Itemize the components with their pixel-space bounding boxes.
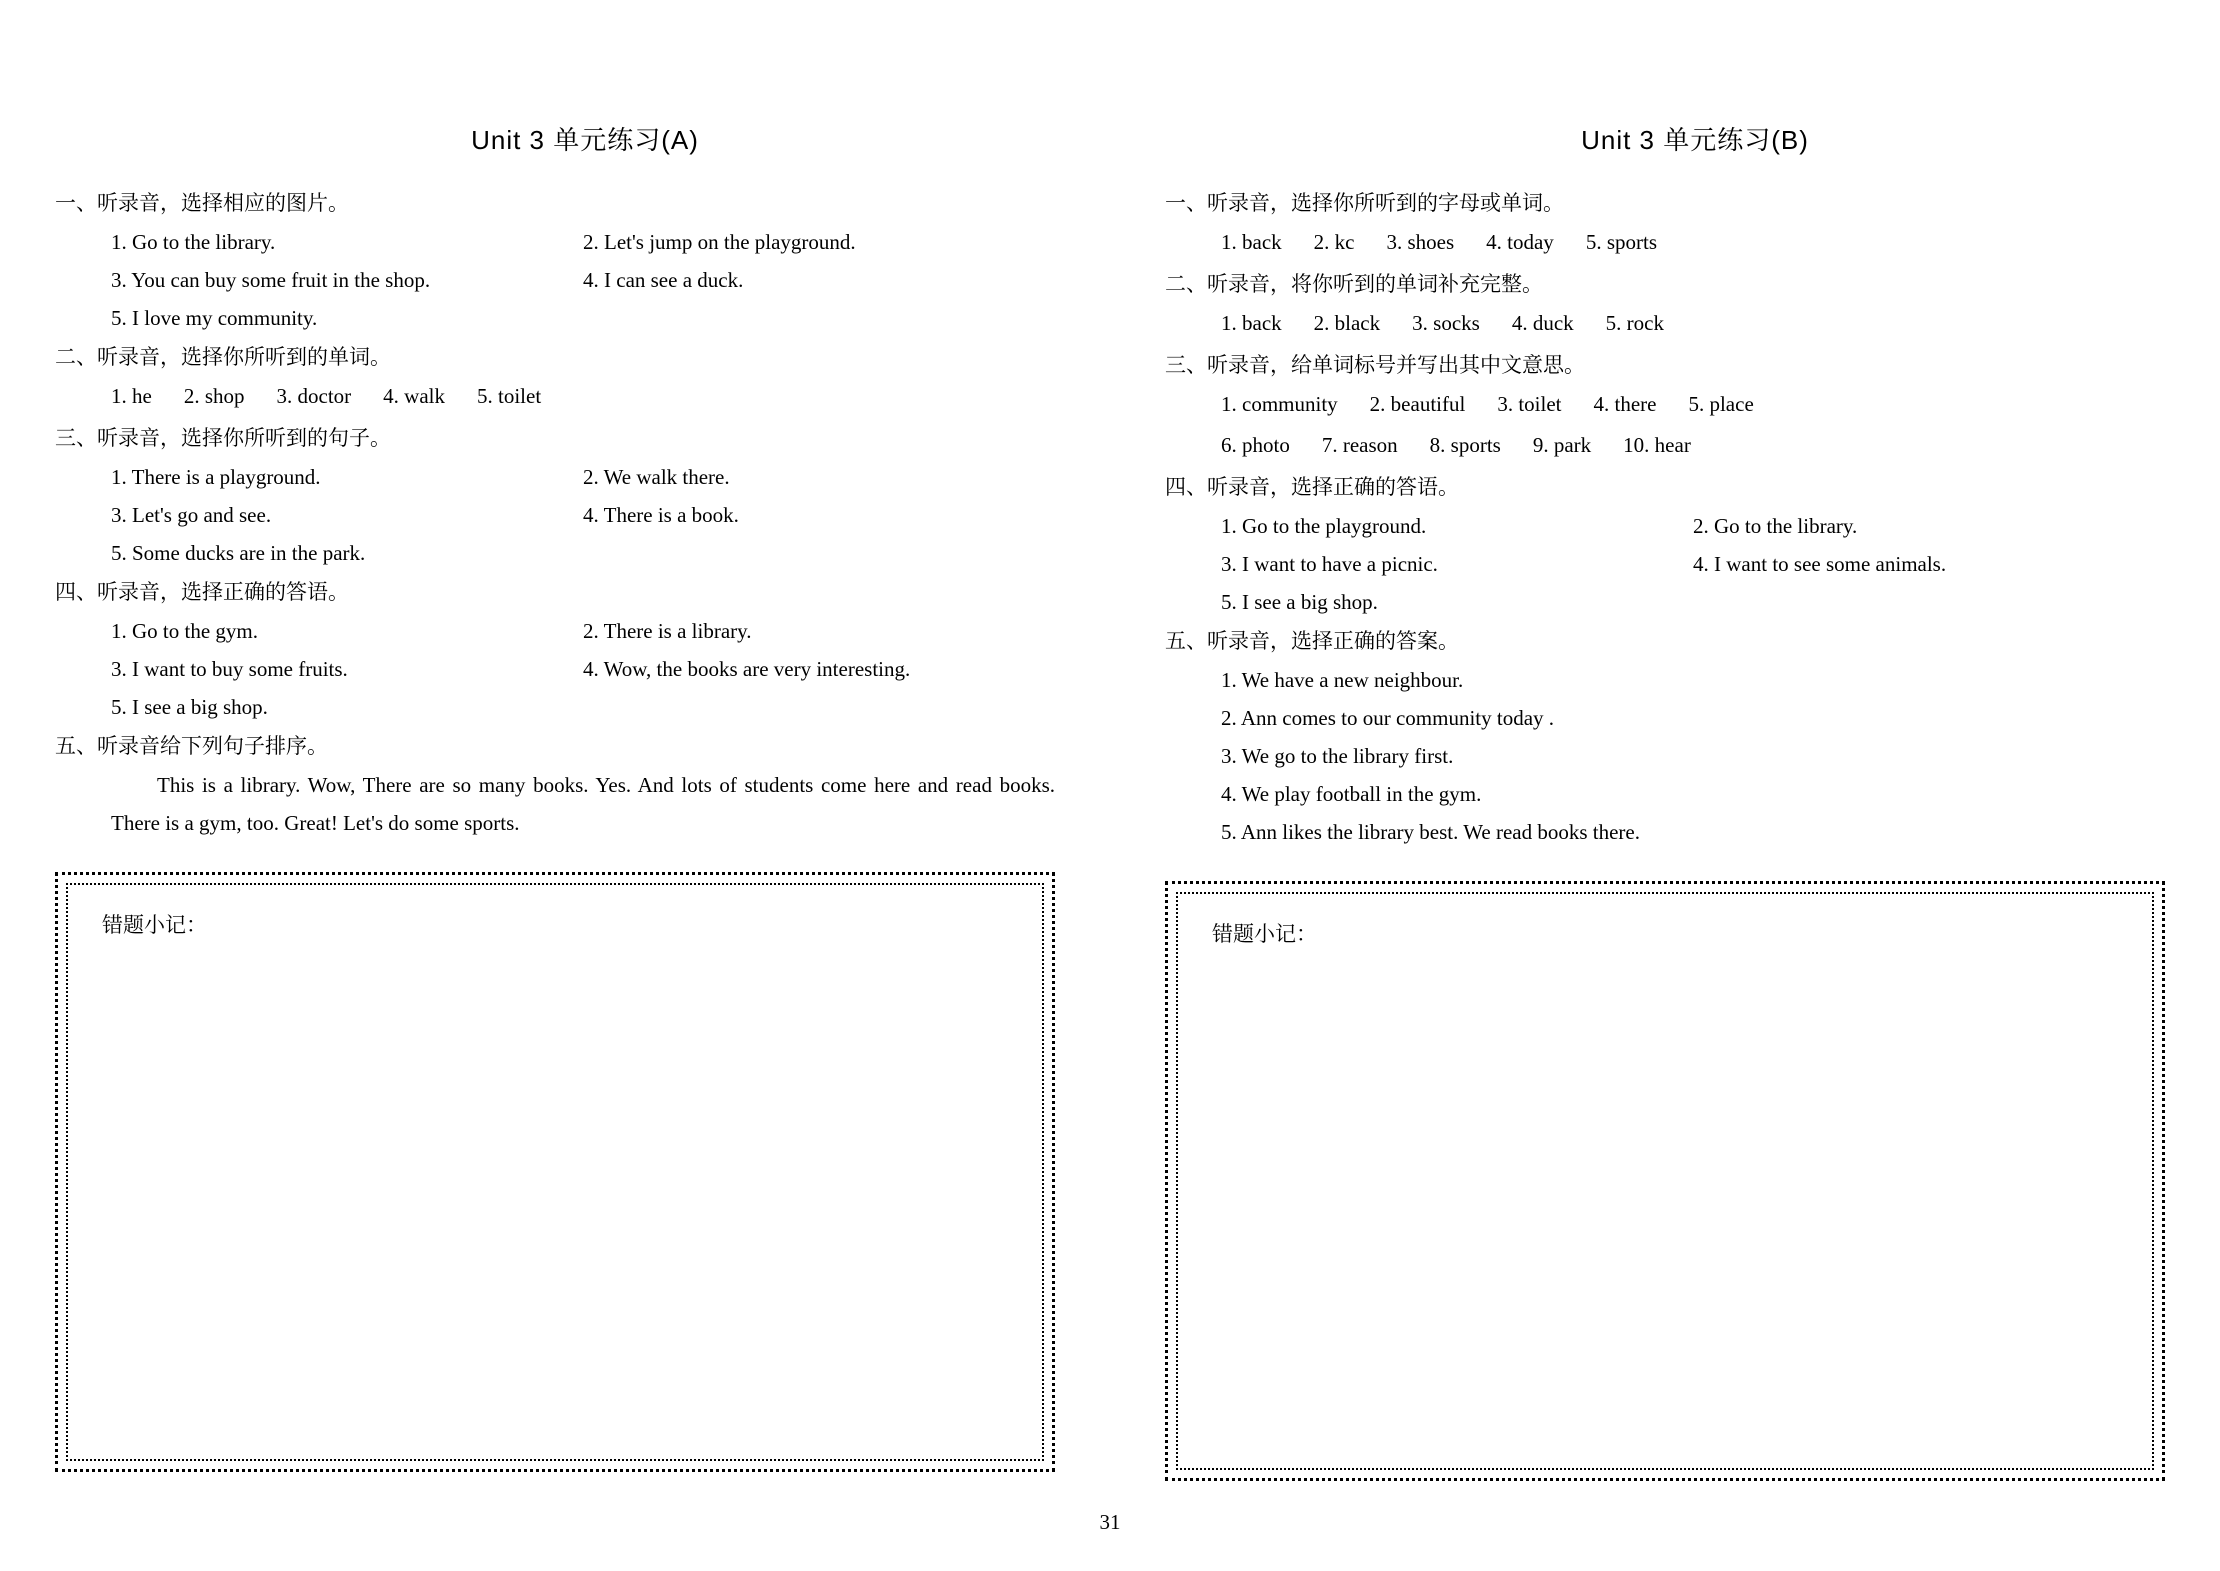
note-box-label: 错题小记：	[1212, 923, 1317, 946]
section-b-2-items	[1165, 304, 2165, 345]
note-box-b[interactable]	[1165, 881, 2165, 1481]
page-title-a: Unit 3 单元练习(A)	[471, 125, 699, 155]
section-a-1-heading: 一、听录音，选择相应的图片。	[55, 192, 349, 215]
word-item[interactable]: 1. he	[111, 384, 152, 408]
question-item[interactable]: 4. There is a book.	[583, 503, 739, 527]
word-item[interactable]: 5. sports	[1585, 230, 1657, 254]
section-a-1	[55, 185, 1055, 337]
section-a-5-heading: 五、听录音给下列句子排序。	[55, 735, 328, 758]
question-row	[111, 612, 1055, 650]
question-item[interactable]: 1. Go to the library.	[111, 230, 276, 254]
section-b-1-items	[1165, 223, 2165, 264]
section-b-1	[1165, 185, 2165, 264]
word-item[interactable]: 3. socks	[1412, 311, 1480, 335]
worksheet-column-b	[1165, 120, 2165, 1481]
paragraph-text[interactable]: This is a library. Wow, There are so many books. Yes. And lots of students come here and read books. There is a gym, too. Great! Let's do some sports.	[111, 773, 1055, 835]
page-number: 31	[1099, 1510, 1121, 1534]
word-item[interactable]: 9. park	[1532, 433, 1592, 457]
section-a-3-items	[55, 458, 1055, 572]
question-item[interactable]: 4. I want to see some animals.	[1693, 552, 1947, 576]
word-item[interactable]: 10. hear	[1623, 433, 1691, 457]
question-item[interactable]: 3. You can buy some fruit in the shop.	[111, 268, 431, 292]
word-row	[1221, 385, 2165, 426]
question-row	[111, 223, 1055, 261]
section-b-4-heading: 四、听录音，选择正确的答语。	[1165, 476, 1459, 499]
word-item[interactable]: 5. toilet	[477, 384, 542, 408]
word-item[interactable]: 1. back	[1221, 311, 1282, 335]
section-a-2-heading: 二、听录音，选择你所听到的单词。	[55, 346, 391, 369]
word-item[interactable]: 4. walk	[383, 384, 445, 408]
question-row	[111, 261, 1055, 299]
section-b-4-items	[1165, 507, 2165, 621]
page-title-b: Unit 3 单元练习(B)	[1581, 125, 1809, 155]
question-row	[111, 650, 1055, 688]
word-item[interactable]: 2. black	[1313, 311, 1381, 335]
section-a-4	[55, 574, 1055, 726]
question-item[interactable]: 2. There is a library.	[583, 619, 752, 643]
word-item[interactable]: 4. today	[1486, 230, 1554, 254]
section-a-2	[55, 339, 1055, 418]
section-b-5	[1165, 623, 2165, 851]
word-item[interactable]: 5. rock	[1605, 311, 1664, 335]
word-item[interactable]: 3. shoes	[1386, 230, 1455, 254]
section-a-3-heading: 三、听录音，选择你所听到的句子。	[55, 427, 391, 450]
question-item[interactable]: 5. Ann likes the library best. We read books there.	[1221, 820, 1640, 844]
word-row	[1221, 426, 2165, 467]
note-box-a[interactable]	[55, 872, 1055, 1472]
section-b-5-heading: 五、听录音，选择正确的答案。	[1165, 630, 1459, 653]
section-a-5-paragraph	[55, 766, 1055, 842]
question-item[interactable]: 2. We walk there.	[583, 465, 730, 489]
word-item[interactable]: 2. shop	[183, 384, 245, 408]
word-item[interactable]: 2. kc	[1313, 230, 1355, 254]
word-item[interactable]: 8. sports	[1429, 433, 1501, 457]
worksheet-spread	[0, 120, 2220, 1481]
section-b-1-heading: 一、听录音，选择你所听到的字母或单词。	[1165, 192, 1564, 215]
question-item[interactable]: 5. I see a big shop.	[1221, 590, 1378, 614]
section-b-2-heading: 二、听录音，将你听到的单词补充完整。	[1165, 273, 1543, 296]
section-b-4	[1165, 469, 2165, 621]
word-item[interactable]: 2. beautiful	[1369, 392, 1466, 416]
question-item[interactable]: 1. Go to the playground.	[1221, 514, 1427, 538]
question-row	[1221, 545, 2165, 583]
word-item[interactable]: 7. reason	[1321, 433, 1398, 457]
question-item[interactable]: 4. I can see a duck.	[583, 268, 744, 292]
question-item[interactable]: 2. Go to the library.	[1693, 514, 1858, 538]
section-b-2	[1165, 266, 2165, 345]
section-a-2-items	[55, 377, 1055, 418]
question-item[interactable]: 3. I want to buy some fruits.	[111, 657, 348, 681]
section-b-3-items	[1165, 385, 2165, 467]
word-item[interactable]: 6. photo	[1221, 433, 1290, 457]
word-item[interactable]: 3. doctor	[276, 384, 352, 408]
question-item[interactable]: 5. I love my community.	[111, 306, 318, 330]
word-item[interactable]: 1. community	[1221, 392, 1338, 416]
question-item[interactable]: 5. Some ducks are in the park.	[111, 541, 366, 565]
word-item[interactable]: 4. there	[1593, 392, 1657, 416]
section-a-5	[55, 728, 1055, 842]
section-b-3-heading: 三、听录音，给单词标号并写出其中文意思。	[1165, 354, 1585, 377]
question-item[interactable]: 1. Go to the gym.	[111, 619, 258, 643]
question-row	[1221, 507, 2165, 545]
worksheet-column-a	[55, 120, 1055, 1481]
note-box-inner-border	[66, 883, 1044, 1461]
note-box-inner-border	[1176, 892, 2154, 1470]
question-row	[111, 458, 1055, 496]
question-item[interactable]: 2. Let's jump on the playground.	[583, 230, 856, 254]
question-item[interactable]: 1. There is a playground.	[111, 465, 321, 489]
word-item[interactable]: 4. duck	[1511, 311, 1574, 335]
section-a-1-items	[55, 223, 1055, 337]
section-b-5-items	[1165, 661, 2165, 851]
note-box-label: 错题小记：	[102, 914, 207, 937]
section-b-3	[1165, 347, 2165, 467]
question-item[interactable]: 3. Let's go and see.	[111, 503, 272, 527]
question-item[interactable]: 4. We play football in the gym.	[1221, 782, 1482, 806]
section-a-4-items	[55, 612, 1055, 726]
word-item[interactable]: 1. back	[1221, 230, 1282, 254]
question-item[interactable]: 5. I see a big shop.	[111, 695, 268, 719]
word-item[interactable]: 3. toilet	[1497, 392, 1562, 416]
question-item[interactable]: 3. We go to the library first.	[1221, 744, 1454, 768]
word-item[interactable]: 5. place	[1688, 392, 1754, 416]
section-a-3	[55, 420, 1055, 572]
question-item[interactable]: 4. Wow, the books are very interesting.	[583, 657, 911, 681]
question-item[interactable]: 1. We have a new neighbour.	[1221, 668, 1464, 692]
question-item[interactable]: 2. Ann comes to our community today .	[1221, 706, 1555, 730]
section-a-4-heading: 四、听录音，选择正确的答语。	[55, 581, 349, 604]
question-item[interactable]: 3. I want to have a picnic.	[1221, 552, 1438, 576]
question-row	[111, 496, 1055, 534]
